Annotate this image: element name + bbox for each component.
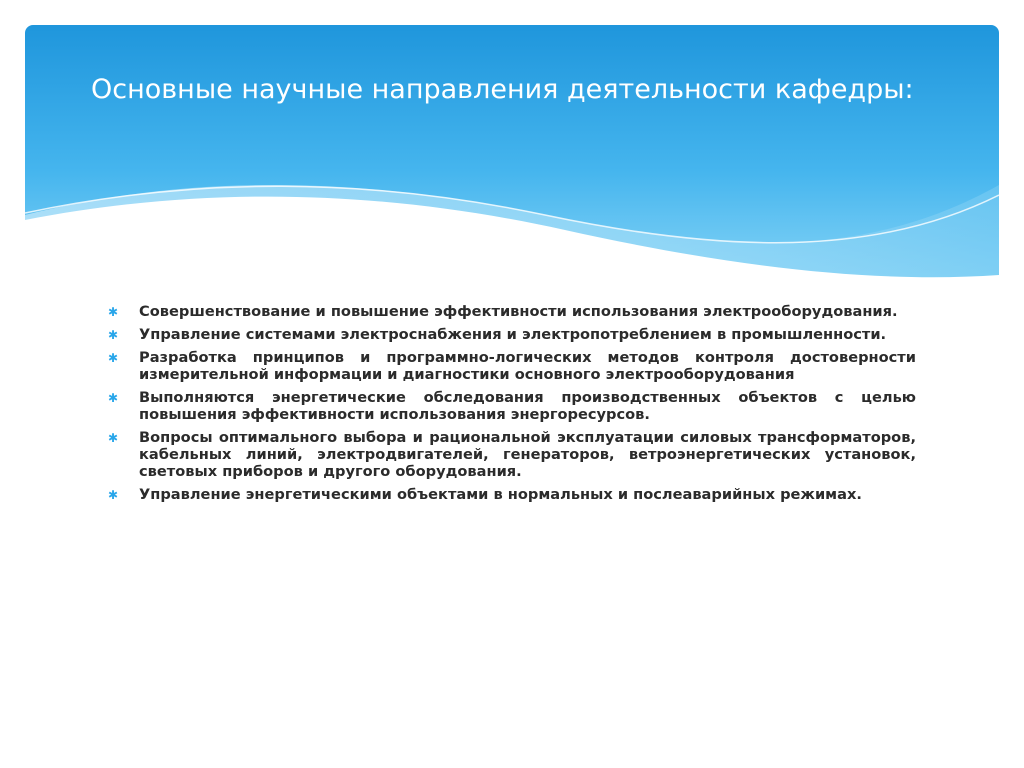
bullet-item [108, 429, 916, 480]
asterisk-bullet-icon: ✱ [108, 328, 119, 342]
header-wave-banner [25, 25, 999, 290]
content-area [108, 303, 916, 509]
bullet-text: Вопросы оптимального выбора и рациональной эксплуатации силовых трансформаторов, кабельных линий, электродвигателей, генераторов, ветроэнергетических установок, световых приборов и другого оборудования. [139, 429, 916, 480]
asterisk-bullet-icon: ✱ [108, 305, 119, 319]
asterisk-bullet-icon: ✱ [108, 488, 119, 502]
bullet-item [108, 326, 916, 343]
bullet-text: Совершенствование и повышение эффективности использования электрооборудования. [139, 303, 898, 320]
bullet-text: Выполняются энергетические обследования производственных объектов с целью повышения эффективности использования энергоресурсов. [139, 389, 916, 423]
bullet-item [108, 303, 916, 320]
slide-title: Основные научные направления деятельности кафедры: [91, 74, 914, 105]
bullet-text: Управление энергетическими объектами в нормальных и послеаварийных режимах. [139, 486, 862, 503]
asterisk-bullet-icon: ✱ [108, 351, 119, 365]
bullet-item [108, 486, 916, 503]
bullet-text: Разработка принципов и программно-логических методов контроля достоверности измерительной информации и диагностики основного электрооборудования [139, 349, 916, 383]
asterisk-bullet-icon: ✱ [108, 391, 119, 405]
bullet-list [108, 303, 916, 503]
bullet-item [108, 389, 916, 423]
bullet-item [108, 349, 916, 383]
wave-background [25, 25, 999, 290]
bullet-text: Управление системами электроснабжения и электропотреблением в промышленности. [139, 326, 887, 343]
asterisk-bullet-icon: ✱ [108, 431, 119, 445]
